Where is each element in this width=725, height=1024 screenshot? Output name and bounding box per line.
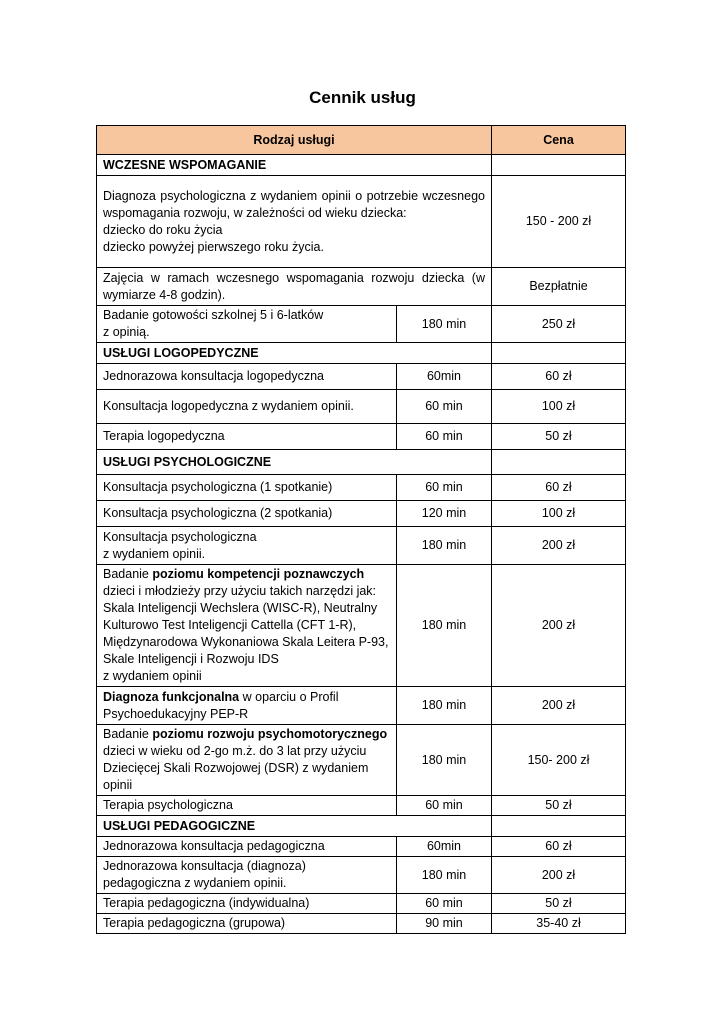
price-cell: 50 zł [492, 796, 626, 816]
table-row [97, 364, 626, 390]
price-cell: 60 zł [492, 837, 626, 857]
service-cell: Diagnoza psychologiczna z wydaniem opinii o potrzebie wczesnego wspomagania rozwoju, w zależności od wieku dziecka: dziecko do roku życia dziecko powyżej pierwszego roku życia. [97, 176, 492, 268]
price-cell: 50 zł [492, 424, 626, 450]
page-title: Cennik usług [309, 88, 416, 107]
service-cell: Terapia pedagogiczna (indywidualna) [97, 894, 397, 914]
table-row [97, 501, 626, 527]
time-cell: 180 min [397, 857, 492, 894]
table-row [97, 475, 626, 501]
table-row [97, 894, 626, 914]
time-cell: 180 min [397, 725, 492, 796]
service-cell: Badanie poziomu rozwoju psychomotorycznego dzieci w wieku od 2-go m.ż. do 3 lat przy użyciu Dziecięcej Skali Rozwojowej (DSR) z wydaniem opinii [97, 725, 397, 796]
time-cell: 60 min [397, 894, 492, 914]
table-row [97, 857, 626, 894]
price-cell: 250 zł [492, 306, 626, 343]
time-cell: 180 min [397, 306, 492, 343]
section-ped: USŁUGI PEDAGOGICZNE [97, 816, 492, 837]
section-early: WCZESNE WSPOMAGANIE [97, 155, 492, 176]
service-cell: Terapia pedagogiczna (grupowa) [97, 914, 397, 934]
price-cell: 50 zł [492, 894, 626, 914]
section-psych: USŁUGI PSYCHOLOGICZNE [97, 450, 492, 475]
service-cell: Badanie gotowości szkolnej 5 i 6-latków z opinią. [97, 306, 397, 343]
price-cell: 150- 200 zł [492, 725, 626, 796]
service-cell: Jednorazowa konsultacja pedagogiczna [97, 837, 397, 857]
price-cell: 100 zł [492, 390, 626, 424]
header-price: Cena [492, 126, 626, 155]
price-cell: 200 zł [492, 527, 626, 565]
service-cell: Zajęcia w ramach wczesnego wspomagania rozwoju dziecka (w wymiarze 4-8 godzin). [97, 268, 492, 306]
table-row [97, 796, 626, 816]
table-row [97, 176, 626, 268]
price-cell: 60 zł [492, 364, 626, 390]
time-cell: 180 min [397, 687, 492, 725]
table-row [97, 306, 626, 343]
time-cell: 60 min [397, 475, 492, 501]
table-row [97, 687, 626, 725]
service-cell: Konsultacja psychologiczna (1 spotkanie) [97, 475, 397, 501]
time-cell: 60min [397, 837, 492, 857]
service-cell: Badanie poziomu kompetencji poznawczych dzieci i młodzieży przy użyciu takich narzędzi jak: Skala Inteligencji Wechslera (WISC-R), Neutralny Kulturowo Test Inteligencji Cattella (CFT 1-R), Międzynarodowa Wykonaniowa Skala Leitera P-93, Skale Inteligencji i Rozwoju IDS z wydaniem opinii [97, 565, 397, 687]
section-row [97, 816, 626, 837]
section-row [97, 343, 626, 364]
service-cell: Jednorazowa konsultacja logopedyczna [97, 364, 397, 390]
table-row [97, 837, 626, 857]
time-cell: 60 min [397, 424, 492, 450]
service-cell: Konsultacja psychologiczna z wydaniem opinii. [97, 527, 397, 565]
table-row [97, 914, 626, 934]
table-row [97, 565, 626, 687]
price-cell: Bezpłatnie [492, 268, 626, 306]
header-service: Rodzaj usługi [97, 126, 492, 155]
service-cell: Terapia logopedyczna [97, 424, 397, 450]
price-cell: 35-40 zł [492, 914, 626, 934]
time-cell: 120 min [397, 501, 492, 527]
price-table [96, 125, 626, 934]
table-row [97, 527, 626, 565]
table-row [97, 268, 626, 306]
time-cell: 180 min [397, 565, 492, 687]
section-speech: USŁUGI LOGOPEDYCZNE [97, 343, 492, 364]
time-cell: 60min [397, 364, 492, 390]
table-row [97, 424, 626, 450]
price-cell: 200 zł [492, 857, 626, 894]
service-cell: Terapia psychologiczna [97, 796, 397, 816]
time-cell: 180 min [397, 527, 492, 565]
time-cell: 60 min [397, 796, 492, 816]
table-row [97, 390, 626, 424]
time-cell: 60 min [397, 390, 492, 424]
price-cell: 100 zł [492, 501, 626, 527]
service-cell: Jednorazowa konsultacja (diagnoza) pedagogiczna z wydaniem opinii. [97, 857, 397, 894]
service-cell: Konsultacja psychologiczna (2 spotkania) [97, 501, 397, 527]
time-cell: 90 min [397, 914, 492, 934]
table-row [97, 725, 626, 796]
section-row [97, 450, 626, 475]
service-cell: Konsultacja logopedyczna z wydaniem opinii. [97, 390, 397, 424]
table-header-row [97, 126, 626, 155]
section-row [97, 155, 626, 176]
price-cell: 150 - 200 zł [492, 176, 626, 268]
price-cell: 200 zł [492, 565, 626, 687]
price-cell: 200 zł [492, 687, 626, 725]
price-cell: 60 zł [492, 475, 626, 501]
service-cell: Diagnoza funkcjonalna w oparciu o Profil Psychoedukacyjny PEP-R [97, 687, 397, 725]
